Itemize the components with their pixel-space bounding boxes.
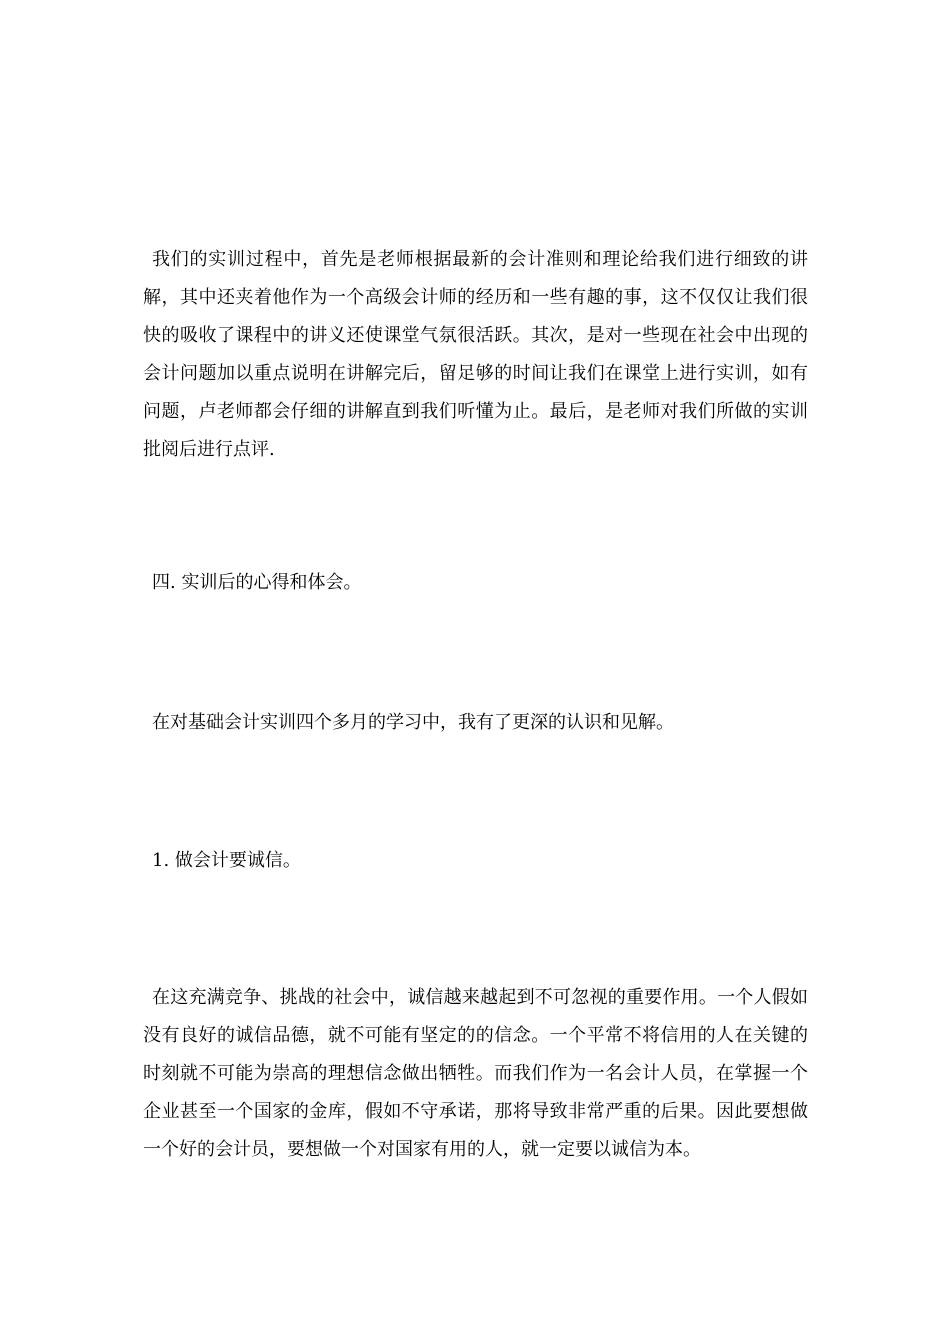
section-heading-4: 四. 实训后的心得和体会。: [152, 572, 362, 593]
paragraph-training-process: 我们的实训过程中，首先是老师根据最新的会计准则和理论给我们进行细致的讲解，其中还夹着他作为一个高级会计师的经历和一些有趣的事，这不仅仅让我们很快的吸收了课程中的讲义还使课堂气氛很活跃。其次，是对一些现在社会中出现的会计问题加以重点说明在讲解完后，留足够的时间让我们在课堂上进行实训，如有问题，卢老师都会仔细的讲解直到我们听懂为止。最后，是老师对我们所做的实训批阅后进行点评.: [143, 249, 808, 460]
subheading-1: 1. 做会计要诚信。: [152, 850, 301, 871]
paragraph-integrity: 在这充满竞争、挑战的社会中，诚信越来越起到不可忽视的重要作用。一个人假如没有良好的诚信品德，就不可能有坚定的的信念。一个平常不将信用的人在关键的时刻就不可能为崇高的理想信念做出牺牲。而我们作为一名会计人员，在掌握一个企业甚至一个国家的金库，假如不守承诺，那将导致非常严重的后果。因此要想做一个好的会计员，要想做一个对国家有用的人，就一定要以诚信为本。: [143, 987, 808, 1160]
paragraph-understanding: 在对基础会计实训四个多月的学习中，我有了更深的认识和见解。: [152, 712, 674, 733]
